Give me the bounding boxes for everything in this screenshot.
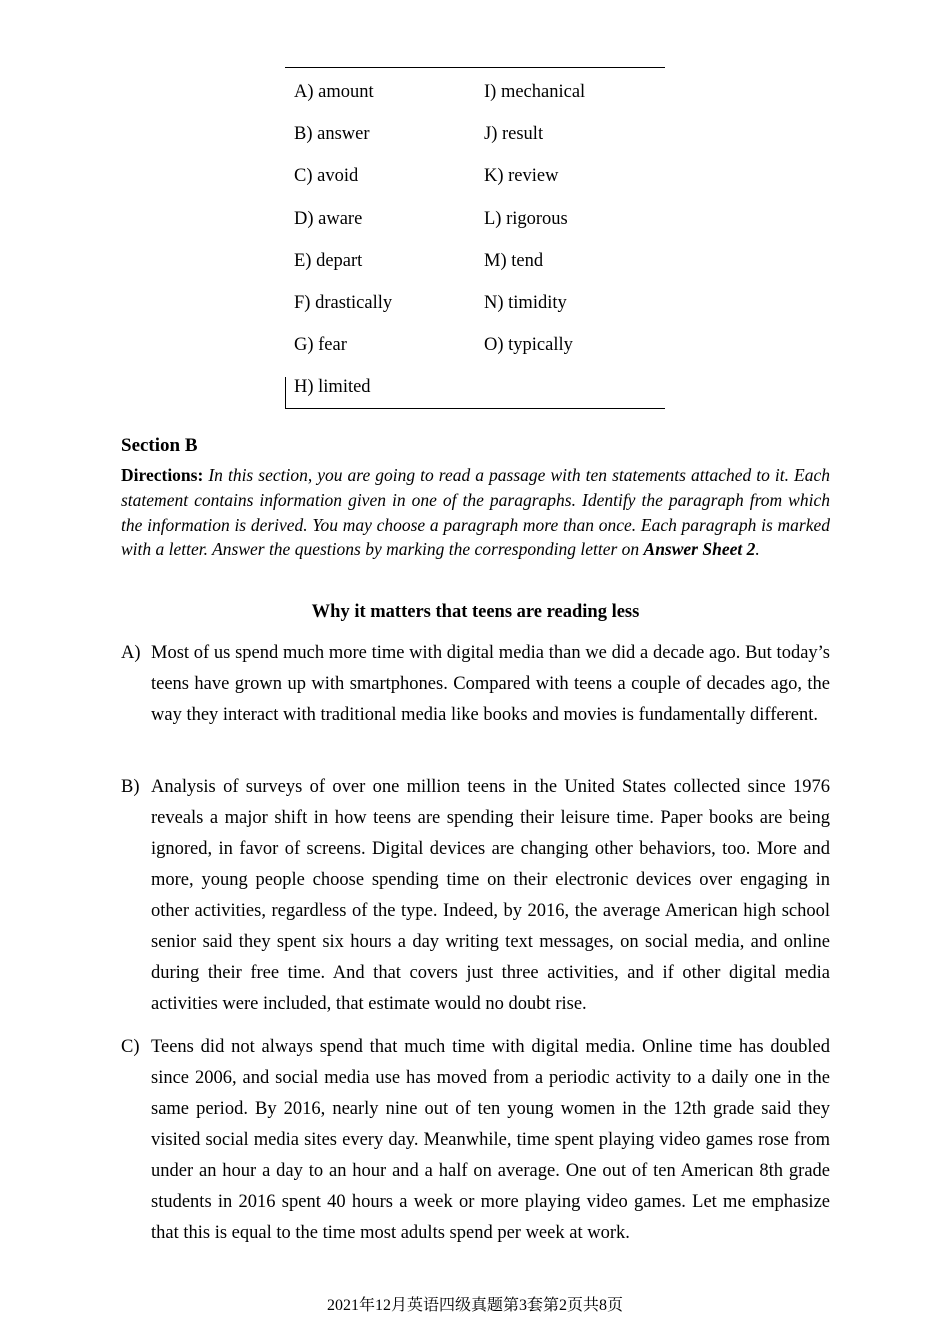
word-option-b: B) answer	[294, 124, 370, 144]
directions	[121, 463, 830, 562]
word-option-o: O) typically	[484, 335, 573, 355]
directions-label: Directions:	[121, 465, 204, 485]
word-option-i: I) mechanical	[484, 82, 586, 102]
paragraph-c	[121, 1032, 830, 1249]
word-option-a: A) amount	[294, 82, 374, 102]
word-option-k: K) review	[484, 166, 559, 186]
paragraph-letter: A)	[121, 643, 141, 663]
answer-sheet-ref: Answer Sheet 2	[643, 539, 756, 560]
word-option-j: J) result	[484, 124, 544, 144]
word-option-e: E) depart	[294, 251, 363, 271]
passage-title: Why it matters that teens are reading less	[311, 602, 640, 622]
word-option-m: M) tend	[484, 251, 544, 271]
word-option-h: H) limited	[294, 377, 371, 397]
directions-text: In this section, you are going to read a passage with ten statements attached to it. Each statement contains information given in one of the paragraphs. Identify the paragraph from which the information is derived. You may choose a paragraph more than once. Each paragraph is marked with a letter. Answer the questions by marking the corresponding letter on	[121, 465, 831, 560]
word-option-f: F) drastically	[294, 293, 393, 313]
directions-end: .	[755, 539, 760, 560]
paragraph-text: Analysis of surveys of over one million teens in the United States collected since 1976 reveals a major shift in how teens are spending their leisure time. Paper books are being ignored, in favor of screens. Digital devices are changing other behaviors, too. More and more, young people choose spending time on their electronic devices over engaging in other activities, regardless of the type. Indeed, by 2016, the average American high school senior said they spent six hours a day writing text messages, on social media, and online during their free time. And that covers just three activities, and if other digital media activities were included, that estimate would no doubt rise.	[151, 777, 830, 1014]
page-footer: 2021年12月英语四级真题第3套第2页共8页	[326, 1297, 623, 1314]
word-option-c: C) avoid	[294, 166, 359, 186]
paragraph-text: Most of us spend much more time with digital media than we did a decade ago. But today’s teens have grown up with smartphones. Compared with teens a couple of decades ago, the way they interact with traditional media like books and movies is fundamentally different.	[151, 643, 830, 725]
word-option-l: L) rigorous	[484, 209, 568, 229]
section-title: Section B	[121, 435, 198, 456]
word-bank-left-rule	[285, 377, 286, 408]
paragraph-letter: C)	[121, 1037, 140, 1057]
paragraph-letter: B)	[121, 777, 140, 797]
word-option-g: G) fear	[294, 335, 347, 355]
word-option-n: N) timidity	[484, 293, 567, 313]
word-bank	[285, 67, 665, 409]
paragraph-b	[121, 772, 830, 1020]
paragraph-text: Teens did not always spend that much time with digital media. Online time has doubled since 2006, and social media use has moved from a periodic activity to a daily one in the same period. By 2016, nearly nine out of ten young women in the 12th grade said they visited social media sites every day. Meanwhile, time spent playing video games rose from under an hour a day to an hour and a half on average. One out of ten American 8th grade students in 2016 spent 40 hours a week or more playing video games. Let me emphasize that this is equal to the time most adults spend per week at work.	[151, 1037, 830, 1243]
word-option-d: D) aware	[294, 209, 363, 229]
paragraph-a	[121, 638, 830, 731]
